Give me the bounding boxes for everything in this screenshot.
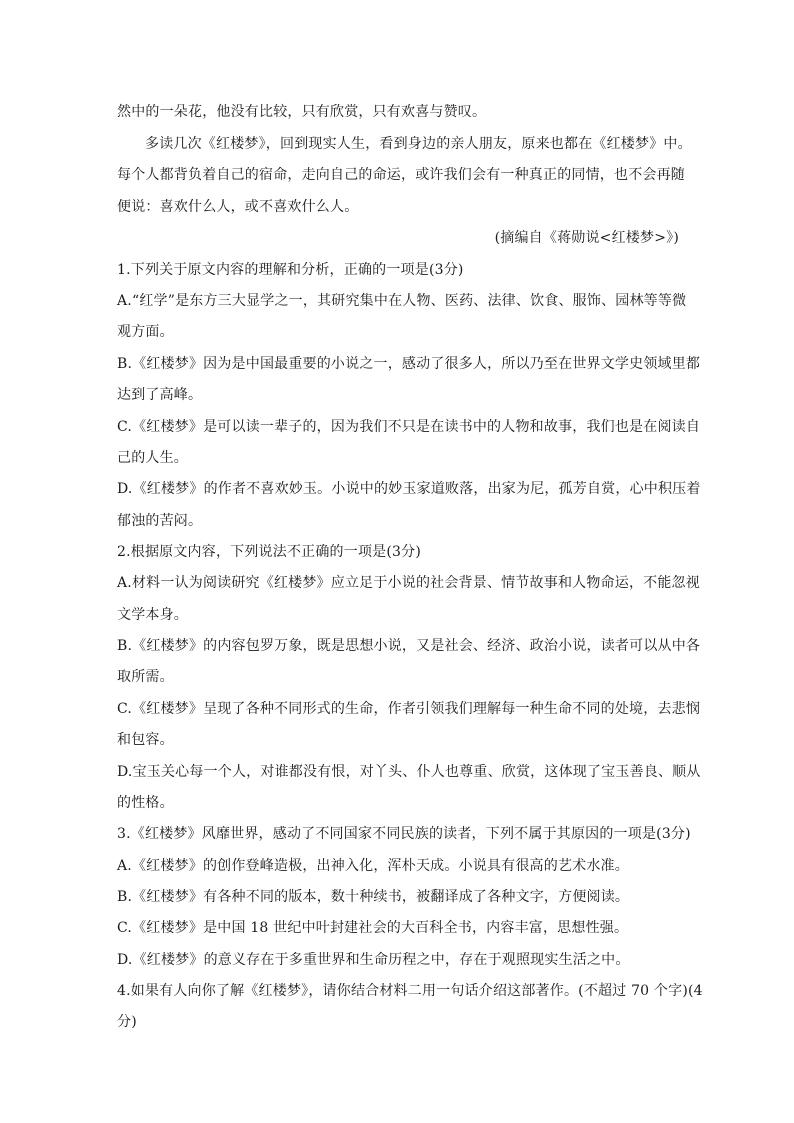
passage-line: 然中的一朵花，他没有比较，只有欣赏，只有欢喜与赞叹。 bbox=[117, 104, 487, 120]
passage-line: 多读几次《红楼梦》，回到现实人生，看到身边的亲人朋友，原来也都在《红楼梦》中。 bbox=[145, 136, 692, 152]
q3-option-b: B.《红楼梦》有各种不同的版本，数十种续书，被翻译成了各种文字，方便阅读。 bbox=[117, 889, 630, 905]
q1-option-c-cont: 己的人生。 bbox=[117, 450, 188, 466]
question-4-stem: 4.如果有人向你了解《红楼梦》，请你结合材料二用一句话介绍这部著作。(不超过 70 个字)(4 bbox=[117, 983, 703, 999]
q2-option-d: D.宝玉关心每一个人，对谁都没有恨，对丫头、仆人也尊重、欣赏，这体现了宝玉善良、顺从 bbox=[117, 764, 701, 780]
q1-option-c: C.《红楼梦》是可以读一辈子的，因为我们不只是在读书中的人物和故事，我们也是在阅读自 bbox=[117, 419, 701, 435]
q1-option-a: A.“红学”是东方三大显学之一，其研究集中在人物、医药、法律、饮食、服饰、园林等等微 bbox=[117, 293, 687, 309]
question-3-stem: 3.《红楼梦》风靡世界，感动了不同国家不同民族的读者，下列不属于其原因的一项是(3分) bbox=[117, 826, 691, 842]
q2-option-a: A.材料一认为阅读研究《红楼梦》应立足于小说的社会背景、情节故事和人物命运，不能忽视 bbox=[117, 575, 700, 591]
q3-option-c: C.《红楼梦》是中国 18 世纪中叶封建社会的大百科全书，内容丰富，思想性强。 bbox=[117, 920, 629, 936]
passage-line: 便说：喜欢什么人，或不喜欢什么人。 bbox=[117, 199, 359, 215]
q1-option-b-cont: 达到了高峰。 bbox=[117, 387, 203, 403]
q2-option-b: B.《红楼梦》的内容包罗万象，既是思想小说，又是社会、经济、政治小说，读者可以从中各 bbox=[117, 638, 701, 654]
q2-option-b-cont: 取所需。 bbox=[117, 669, 174, 685]
q2-option-c-cont: 和包容。 bbox=[117, 732, 174, 748]
q2-option-d-cont: 的性格。 bbox=[117, 795, 174, 811]
source-citation: (摘编自《蒋勋说<红楼梦>》) bbox=[494, 230, 679, 246]
question-1-stem: 1.下列关于原文内容的理解和分析，正确的一项是(3分) bbox=[117, 262, 464, 278]
q1-option-d-cont: 郁浊的苦闷。 bbox=[117, 513, 203, 529]
question-4-stem-cont: 分) bbox=[117, 1014, 137, 1030]
question-2-stem: 2.根据原文内容，下列说法不正确的一项是(3分) bbox=[117, 544, 421, 560]
q1-option-b: B.《红楼梦》因为是中国最重要的小说之一，感动了很多人，所以乃至在世界文学史领域里都 bbox=[117, 356, 701, 372]
q2-option-a-cont: 文学本身。 bbox=[117, 607, 188, 623]
q3-option-a: A.《红楼梦》的创作登峰造极，出神入化，浑朴天成。小说具有很高的艺术水准。 bbox=[117, 858, 629, 874]
passage-line: 每个人都背负着自己的宿命，走向自己的命运，或许我们会有一种真正的同情，也不会再随 bbox=[117, 167, 685, 183]
q1-option-a-cont: 观方面。 bbox=[117, 324, 174, 340]
q2-option-c: C.《红楼梦》呈现了各种不同形式的生命，作者引领我们理解每一种生命不同的处境，去悲悯 bbox=[117, 701, 701, 717]
q1-option-d: D.《红楼梦》的作者不喜欢妙玉。小说中的妙玉家道败落，出家为尼，孤芳自赏，心中积压着 bbox=[117, 481, 701, 497]
q3-option-d: D.《红楼梦》的意义存在于多重世界和生命历程之中，存在于观照现实生活之中。 bbox=[117, 952, 630, 968]
